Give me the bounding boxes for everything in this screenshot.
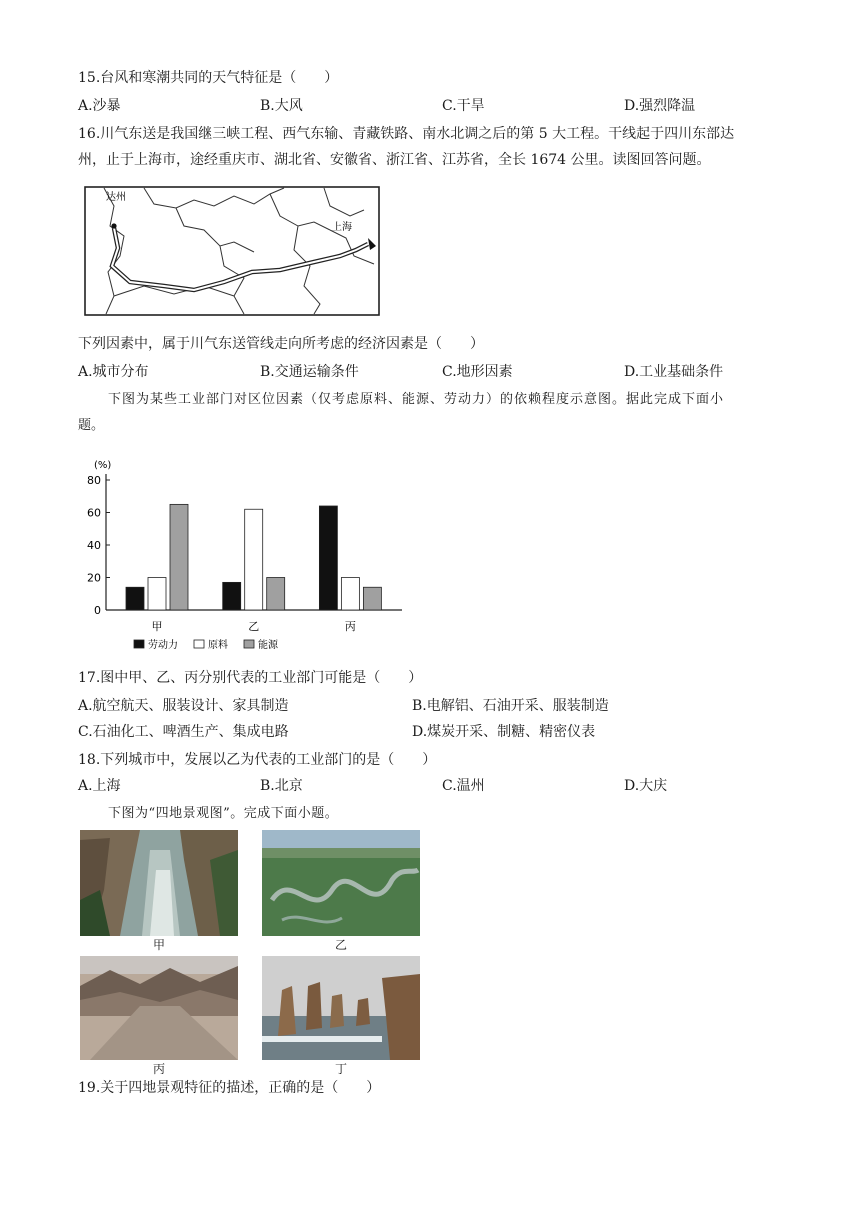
chart-bar-丙-原料 — [341, 578, 359, 611]
q16-option-b: B.交通运输条件 — [260, 364, 359, 380]
q15-option-b: B.大风 — [260, 98, 303, 114]
q16-option-d: D.工业基础条件 — [624, 364, 724, 380]
q17-option-c: C.石油化工、啤酒生产、集成电路 — [78, 724, 289, 740]
q16-stem-line1: 16.川气东送是我国继三峡工程、西气东输、青藏铁路、南水北调之后的第 5 大工程。干线起于四川东部达 — [78, 126, 735, 142]
q15-option-c: C.干旱 — [442, 98, 485, 114]
pipeline-map — [84, 186, 380, 316]
chart-bar-丙-劳动力 — [319, 506, 337, 610]
q16-option-c: C.地形因素 — [442, 364, 513, 380]
chart-intro-line2: 题。 — [78, 418, 105, 433]
photo-label-yi: 乙 — [334, 938, 347, 952]
chart-bar-乙-劳动力 — [223, 582, 241, 610]
chart-y-tick-label: 40 — [87, 539, 101, 552]
photo-desert-fan — [80, 956, 238, 1060]
chart-y-tick-label: 20 — [87, 571, 101, 585]
q16-stem-line2: 州，止于上海市，途经重庆市、湖北省、安徽省、浙江省、江苏省，全长 1674 公里。读图回答问题。 — [78, 152, 711, 168]
legend-swatch-劳动力 — [134, 640, 144, 648]
chart-bar-甲-原料 — [148, 578, 166, 611]
q18-option-a: A.上海 — [78, 778, 121, 794]
photo-meander-river — [262, 830, 420, 936]
q17-stem: 17.图中甲、乙、丙分别代表的工业部门可能是（ ） — [78, 670, 423, 686]
q15-option-a: A.沙暴 — [78, 98, 121, 114]
q17-option-b: B.电解铝、石油开采、服装制造 — [412, 698, 609, 714]
chart-y-tick-label: 80 — [87, 474, 101, 487]
q16-option-a: A.城市分布 — [78, 364, 149, 380]
photo-label-ding: 丁 — [334, 1062, 347, 1076]
q18-option-b: B.北京 — [260, 778, 303, 794]
photo-sea-stacks — [262, 956, 420, 1060]
q19-stem: 19.关于四地景观特征的描述，正确的是（ ） — [78, 1080, 381, 1096]
chart-category-label: 乙 — [248, 620, 260, 633]
chart-bar-甲-劳动力 — [126, 587, 144, 610]
legend-swatch-能源 — [244, 640, 254, 648]
photo-label-bing: 丙 — [152, 1062, 165, 1076]
photo-canyon — [80, 830, 238, 936]
chart-y-tick-label: 60 — [87, 506, 101, 520]
legend-swatch-原料 — [194, 640, 204, 648]
chart-category-label: 丙 — [344, 620, 356, 633]
q15-option-d: D.强烈降温 — [624, 98, 696, 114]
map-label-shanghai: 上海 — [332, 222, 352, 233]
chart-y-tick-label: 0 — [94, 604, 101, 617]
map-label-dazhou: 达州 — [106, 192, 126, 203]
legend-label-原料: 原料 — [208, 640, 228, 651]
photos-intro: 下图为“四地景观图”。完成下面小题。 — [108, 806, 339, 821]
industry-dependency-chart — [76, 452, 416, 658]
chart-bar-丙-能源 — [363, 587, 381, 610]
q15-stem: 15.台风和寒潮共同的天气特征是（ ） — [78, 70, 339, 86]
q16-question: 下列因素中，属于川气东送管线走向所考虑的经济因素是（ ） — [78, 336, 484, 352]
chart-bar-乙-原料 — [245, 509, 263, 610]
chart-bar-甲-能源 — [170, 504, 188, 610]
q18-option-d: D.大庆 — [624, 778, 668, 794]
chart-bar-乙-能源 — [267, 578, 285, 611]
q17-option-a: A.航空航天、服装设计、家具制造 — [78, 698, 289, 714]
photo-label-jia: 甲 — [152, 938, 165, 952]
q18-stem: 18.下列城市中，发展以乙为代表的工业部门的是（ ） — [78, 752, 437, 768]
chart-category-label: 甲 — [151, 620, 163, 633]
legend-label-劳动力: 劳动力 — [148, 640, 178, 651]
legend-label-能源: 能源 — [258, 640, 278, 651]
q17-option-d: D.煤炭开采、制糖、精密仪表 — [412, 724, 596, 740]
chart-intro-line1: 下图为某些工业部门对区位因素（仅考虑原料、能源、劳动力）的依赖程度示意图。据此完成下面小 — [108, 392, 725, 407]
chart-ylabel: (%) — [94, 460, 112, 471]
q18-option-c: C.温州 — [442, 778, 485, 794]
